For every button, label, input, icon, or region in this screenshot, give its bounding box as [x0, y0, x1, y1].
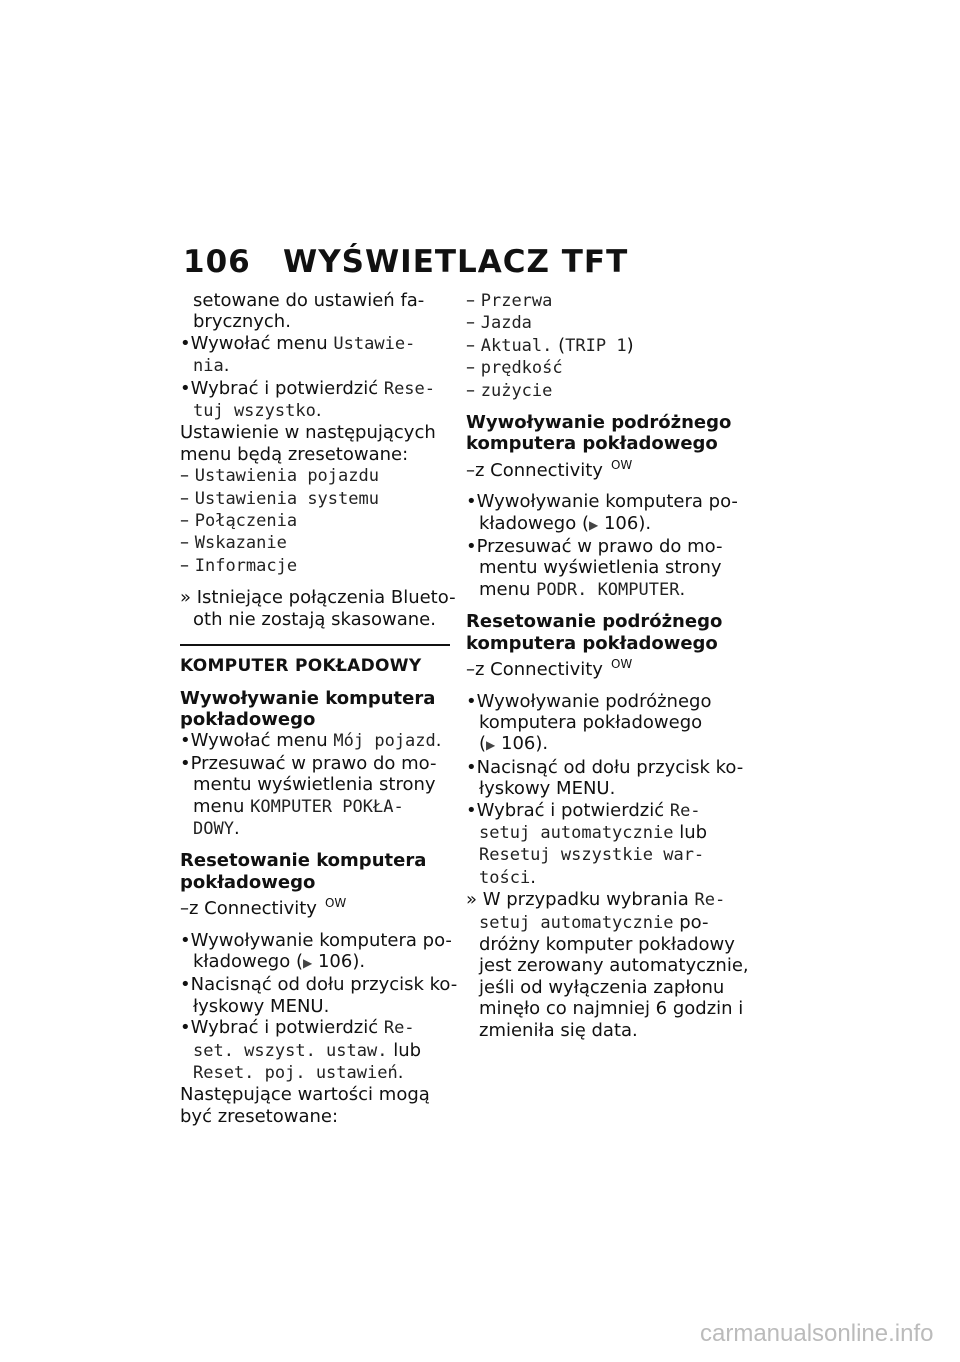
- result-line: » Istniejące połączenia Blueto-: [180, 587, 456, 609]
- bullet-item: [180, 730, 452, 752]
- bullet-continuation: łyskowy MENU.: [193, 995, 330, 1017]
- menu-name: KOMPUTER POKŁA-: [250, 796, 404, 817]
- menu-name: TRIP 1: [565, 335, 627, 356]
- bullet-item: [180, 378, 452, 400]
- result-line: [466, 889, 734, 911]
- bullet-item: •Nacisnąć od dołu przycisk ko-: [180, 974, 458, 996]
- result-line: [466, 912, 734, 934]
- punct: ): [626, 334, 634, 356]
- bullet-continuation: [180, 796, 452, 818]
- bullet-item: [180, 333, 452, 355]
- menu-name: Informacje: [194, 555, 298, 576]
- menu-name: setuj automatycznie: [479, 912, 674, 933]
- menu-name: Resetuj wszystkie war-: [479, 845, 705, 866]
- punct: .: [397, 1062, 404, 1083]
- connectivity-label: –z Connectivity: [180, 898, 317, 920]
- bullet-continuation: [466, 867, 734, 889]
- bullet-text: •Wybrać i potwierdzić: [466, 799, 670, 821]
- menu-name: Re-: [694, 890, 726, 911]
- bullet-continuation: łyskowy MENU.: [479, 778, 616, 800]
- dash-item: – Informacje: [180, 554, 298, 576]
- bullet-text: menu: [193, 795, 251, 817]
- menu-name: Ustawie-: [333, 333, 416, 354]
- menu-name: Przerwa: [480, 291, 553, 311]
- bullet-text: menu: [479, 578, 537, 600]
- bullet-item: •Wywoływanie komputera po-: [180, 929, 452, 951]
- option-code: OW: [324, 896, 347, 911]
- bullet-text: •Wywołać menu: [180, 730, 334, 752]
- dash-item: – Przerwa: [466, 290, 553, 311]
- menu-name: setuj automatycznie: [479, 822, 674, 843]
- bullet-item: •Wywoływanie komputera po-: [466, 491, 738, 513]
- subheading: pokładowego: [180, 708, 316, 730]
- bullet-text: •Wybrać i potwierdzić: [180, 1017, 384, 1039]
- punct: .: [315, 400, 322, 422]
- bullet-continuation: mentu wyświetlenia strony: [193, 774, 436, 796]
- subheading: komputera pokładowego: [466, 433, 718, 455]
- result-text: » W przypadku wybrania: [466, 889, 695, 911]
- menu-name: tuj wszystko: [193, 401, 316, 422]
- connectivity-label: –z Connectivity: [466, 659, 603, 681]
- watermark: carmanualsonline.info: [700, 1320, 934, 1347]
- bullet-continuation: [180, 951, 452, 974]
- menu-name: PODR. KOMPUTER: [536, 579, 680, 600]
- menu-name: Aktual.: [480, 335, 553, 356]
- menu-name: Jazda: [480, 313, 532, 334]
- dash-item: – Aktual. (TRIP 1): [466, 334, 634, 356]
- page-number: 106: [183, 244, 251, 280]
- bullet-text: kładowego (: [193, 950, 303, 972]
- bullet-continuation: [466, 844, 734, 866]
- punct: ).: [638, 512, 652, 534]
- section-heading: KOMPUTER POKŁADOWY: [180, 656, 422, 677]
- result-line: jest zerowany automatycznie,: [479, 955, 749, 977]
- menu-name: set. wszyst. ustaw.: [193, 1040, 388, 1061]
- punct: (: [479, 733, 487, 755]
- bullet-text: •Wybrać i potwierdzić: [180, 377, 384, 399]
- bullet-continuation: [180, 1040, 452, 1062]
- dash-item: – Jazda: [466, 312, 532, 334]
- bullet-item: [180, 1017, 452, 1039]
- result-line: jeśli od wyłączenia zapłonu: [479, 976, 725, 998]
- bullet-item: •Przesuwać w prawo do mo-: [466, 536, 723, 558]
- menu-name: Mój pojazd: [333, 731, 436, 752]
- bullet-continuation: [466, 513, 734, 536]
- punct: .: [530, 866, 536, 888]
- menu-name: Ustawienia systemu: [194, 488, 379, 509]
- punct: (: [552, 334, 566, 356]
- bullet-text: lub: [387, 1039, 422, 1061]
- bullet-continuation: [466, 579, 734, 601]
- bullet-continuation: [180, 1062, 452, 1084]
- bullet-continuation: komputera pokładowego: [479, 711, 703, 733]
- result-text: po-: [673, 911, 709, 933]
- bullet-continuation: [180, 818, 452, 840]
- page-reference[interactable]: 106: [317, 950, 353, 972]
- section-divider: [180, 644, 450, 646]
- result-line: dróżny komputer pokładowy: [479, 933, 735, 955]
- subheading: Resetowanie podróżnego: [466, 611, 723, 633]
- punct: .: [679, 578, 686, 600]
- menu-name: nia: [193, 356, 224, 377]
- dash-item: – Ustawienia pojazdu: [180, 465, 379, 487]
- bullet-item: •Przesuwać w prawo do mo-: [180, 752, 437, 774]
- subheading: pokładowego: [180, 871, 316, 893]
- punct: ).: [352, 950, 366, 972]
- menu-name: Re-: [669, 800, 701, 821]
- menu-name: Wskazanie: [194, 533, 287, 554]
- menu-name: DOWY: [193, 818, 234, 839]
- left-column: [180, 290, 458, 1127]
- bullet-text: lub: [673, 821, 708, 843]
- text-line: być zresetowane:: [180, 1105, 339, 1127]
- page-reference[interactable]: 106: [501, 733, 536, 755]
- bullet-item: •Wywoływanie podróżnego: [466, 690, 712, 712]
- subheading: Wywoływanie komputera: [180, 687, 436, 709]
- bullet-continuation: mentu wyświetlenia strony: [479, 557, 722, 579]
- dash-item: – Ustawienia systemu: [180, 487, 379, 509]
- menu-name: zużycie: [480, 380, 553, 401]
- dash-item: – prędkość: [466, 357, 563, 379]
- text-line: Ustawienie w następujących: [180, 422, 436, 444]
- result-line: minęło co najmniej 6 godzin i: [479, 998, 744, 1020]
- bullet-item: [466, 800, 734, 822]
- menu-name: tości: [479, 867, 531, 888]
- bullet-continuation: [466, 822, 734, 844]
- option-code: OW: [610, 657, 633, 672]
- text-line: brycznych.: [193, 311, 291, 333]
- subheading: komputera pokładowego: [466, 632, 718, 654]
- menu-name: Reset. poj. ustawień: [193, 1063, 398, 1083]
- page-reference[interactable]: 106: [603, 512, 639, 534]
- result-line: oth nie zostają skasowane.: [193, 608, 436, 630]
- bullet-continuation: [180, 355, 452, 377]
- dash-item: – zużycie: [466, 379, 553, 401]
- text-line: Następujące wartości mogą: [180, 1084, 430, 1106]
- arrow-icon: ▶: [589, 517, 599, 532]
- connectivity-label: –z Connectivity: [466, 459, 603, 481]
- option-code: OW: [610, 457, 633, 472]
- subheading: Resetowanie komputera: [180, 850, 427, 872]
- bullet-item: •Nacisnąć od dołu przycisk ko-: [466, 756, 744, 778]
- dash-item: – Wskazanie: [180, 532, 287, 554]
- bullet-continuation: [180, 400, 452, 422]
- connectivity-line: [466, 455, 734, 481]
- result-line: zmieniła się data.: [479, 1019, 638, 1041]
- connectivity-line: [180, 893, 452, 919]
- page-title: WYŚWIETLACZ TFT: [283, 244, 629, 280]
- arrow-icon: ▶: [303, 955, 313, 970]
- menu-name: Połączenia: [194, 511, 298, 532]
- page-header: [183, 244, 628, 280]
- punct: .: [435, 730, 442, 752]
- menu-name: Ustawienia pojazdu: [194, 466, 379, 487]
- subheading: Wywoływanie podróżnego: [466, 412, 732, 434]
- connectivity-line: [466, 654, 734, 680]
- dash-item: – Połączenia: [180, 510, 298, 532]
- text-line: setowane do ustawień fa-: [193, 290, 425, 311]
- right-column: [466, 290, 749, 1041]
- bullet-continuation: [466, 733, 734, 756]
- punct: .: [223, 355, 230, 377]
- text-line: menu będą zresetowane:: [180, 443, 409, 465]
- bullet-text: kładowego (: [479, 512, 589, 534]
- arrow-icon: ▶: [486, 738, 496, 753]
- punct: ).: [535, 733, 549, 755]
- menu-name: prędkość: [480, 358, 563, 379]
- bullet-text: •Wywołać menu: [180, 332, 334, 354]
- menu-name: Re-: [383, 1018, 415, 1039]
- menu-name: Rese-: [383, 378, 436, 399]
- punct: .: [233, 817, 240, 839]
